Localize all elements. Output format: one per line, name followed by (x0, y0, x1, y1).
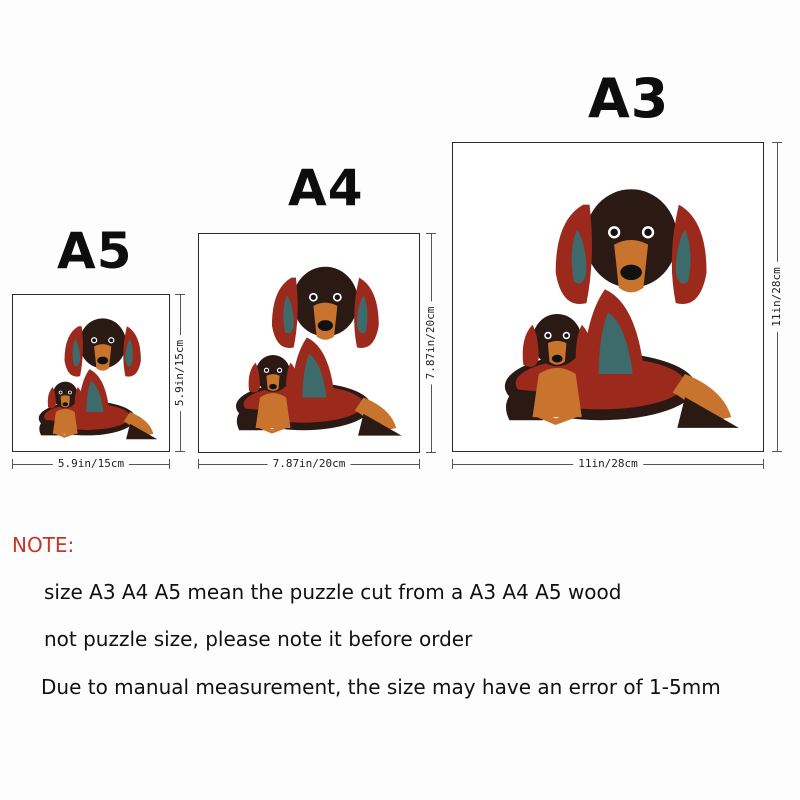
note-line: size A3 A4 A5 mean the puzzle cut from a A3 A4 A5 wood (44, 580, 622, 604)
width-dimension-a5 (12, 457, 170, 471)
dachshund-puzzle-image (199, 234, 419, 452)
dachshund-puzzle-image (453, 143, 763, 451)
size-title-a4: A4 (288, 159, 364, 217)
height-label: 5.9in/15cm (173, 335, 187, 411)
size-title-a5: A5 (57, 222, 133, 280)
height-dimension-a4 (424, 233, 438, 453)
height-dimension-a5 (173, 294, 187, 452)
puzzle-preview-a5 (12, 294, 170, 452)
note-line: Due to manual measurement, the size may have an error of 1-5mm (41, 675, 721, 699)
width-dimension-a4 (198, 457, 420, 471)
puzzle-preview-a4 (198, 233, 420, 453)
width-label: 7.87in/20cm (268, 457, 351, 471)
note-line: not puzzle size, please note it before order (44, 627, 473, 651)
height-label: 7.87in/20cm (424, 302, 438, 385)
width-dimension-a3 (452, 457, 764, 471)
dachshund-puzzle-image (13, 295, 169, 451)
note-title: NOTE: (12, 533, 75, 557)
width-label: 5.9in/15cm (53, 457, 129, 471)
width-label: 11in/28cm (573, 457, 643, 471)
height-label: 11in/28cm (770, 262, 784, 332)
height-dimension-a3 (770, 142, 784, 452)
puzzle-preview-a3 (452, 142, 764, 452)
size-title-a3: A3 (588, 67, 670, 130)
